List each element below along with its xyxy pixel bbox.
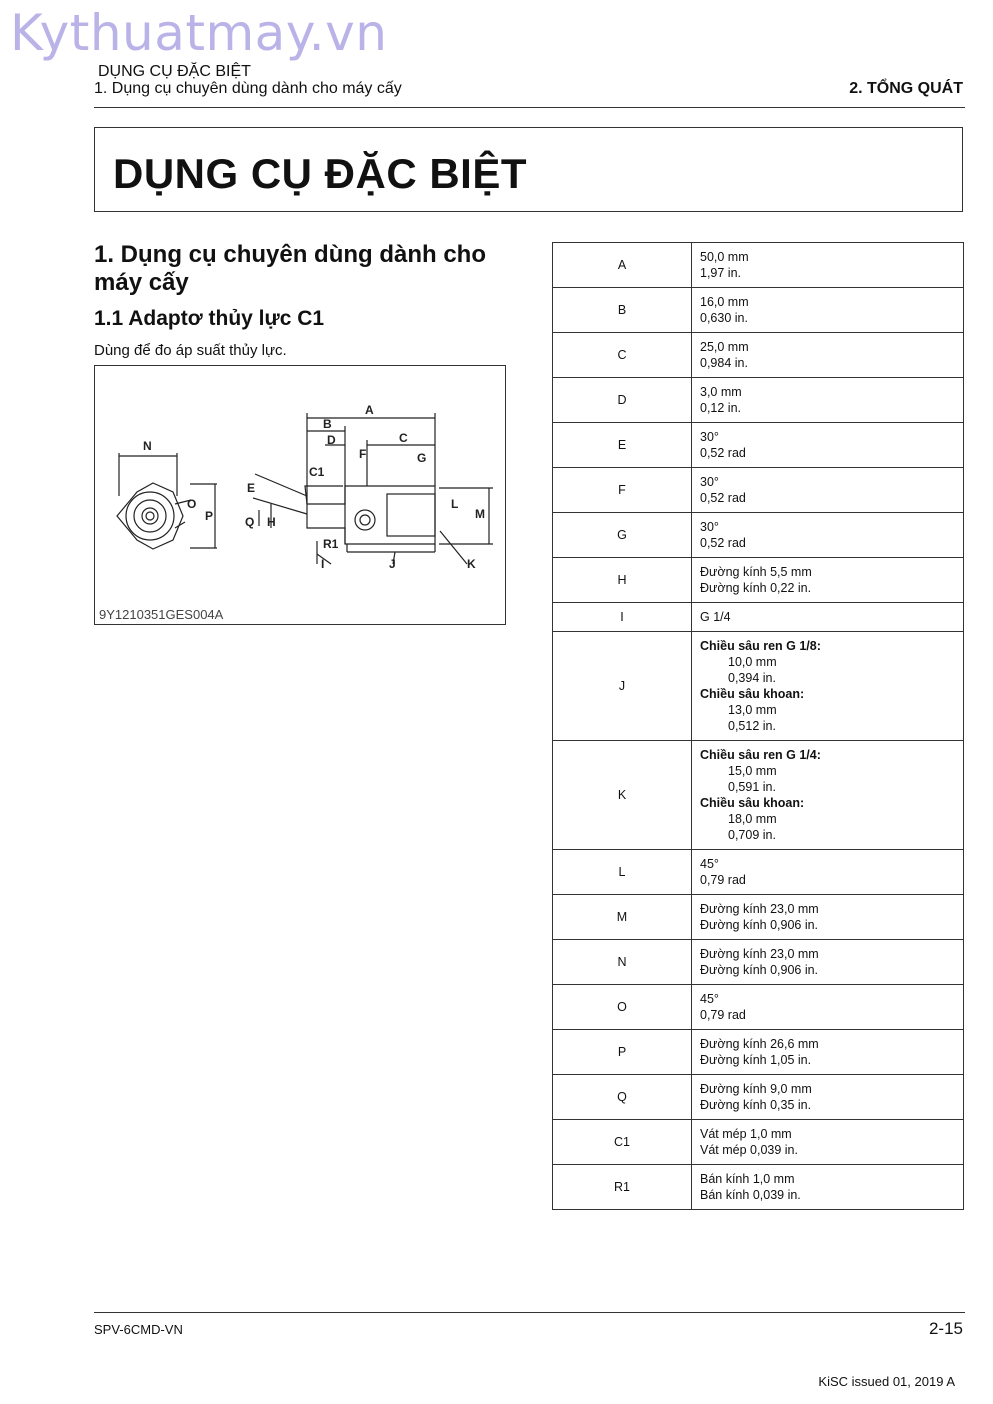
spec-value bbox=[692, 423, 964, 468]
spec-line: Đường kính 23,0 mm bbox=[700, 947, 819, 961]
label-i: I bbox=[321, 557, 325, 571]
spec-line: Đường kính 0,906 in. bbox=[700, 918, 819, 932]
footer-divider bbox=[94, 1312, 965, 1313]
label-o: O bbox=[187, 497, 197, 511]
spec-value bbox=[692, 333, 964, 378]
spec-line: 0,394 in. bbox=[728, 671, 776, 685]
spec-line: 25,0 mm bbox=[700, 340, 749, 354]
spec-key: K bbox=[553, 741, 692, 850]
spec-line: Chiều sâu ren G 1/4: bbox=[700, 748, 821, 762]
table-row bbox=[553, 468, 964, 513]
table-row bbox=[553, 895, 964, 940]
spec-line: 0,591 in. bbox=[728, 780, 776, 794]
spec-key: I bbox=[553, 603, 692, 632]
spec-line: 0,79 rad bbox=[700, 1008, 746, 1022]
spec-value bbox=[692, 741, 964, 850]
spec-value bbox=[692, 895, 964, 940]
spec-value bbox=[692, 468, 964, 513]
table-row bbox=[553, 632, 964, 741]
label-h: H bbox=[267, 515, 276, 529]
label-p: P bbox=[205, 509, 214, 523]
spec-line: 0,709 in. bbox=[728, 828, 776, 842]
spec-line: 13,0 mm bbox=[728, 703, 777, 717]
spec-key: B bbox=[553, 288, 692, 333]
spec-value bbox=[692, 513, 964, 558]
table-row bbox=[553, 513, 964, 558]
label-l: L bbox=[451, 497, 459, 511]
spec-value bbox=[692, 1030, 964, 1075]
spec-line: 30° bbox=[700, 475, 719, 489]
spec-key: F bbox=[553, 468, 692, 513]
spec-line: 10,0 mm bbox=[728, 655, 777, 669]
spec-key: G bbox=[553, 513, 692, 558]
spec-key: P bbox=[553, 1030, 692, 1075]
spec-line: 16,0 mm bbox=[700, 295, 749, 309]
header-chapter: 2. TỔNG QUÁT bbox=[849, 80, 963, 97]
spec-line: Bán kính 0,039 in. bbox=[700, 1188, 801, 1202]
spec-line: Chiều sâu khoan: bbox=[700, 687, 805, 701]
table-row bbox=[553, 850, 964, 895]
spec-key: O bbox=[553, 985, 692, 1030]
spec-line: Đường kính 0,906 in. bbox=[700, 963, 819, 977]
spec-line: Đường kính 0,35 in. bbox=[700, 1098, 812, 1112]
spec-line: Chiều sâu ren G 1/8: bbox=[700, 639, 821, 653]
label-r1: R1 bbox=[323, 537, 339, 551]
header-subsection: 1. Dụng cụ chuyên dùng dành cho máy cấy bbox=[94, 80, 402, 97]
spec-key: E bbox=[553, 423, 692, 468]
watermark: Kythuatmay.vn bbox=[10, 4, 388, 62]
section-heading: 1. Dụng cụ chuyên dùng dành cho máy cấy bbox=[94, 241, 487, 296]
spec-line: 18,0 mm bbox=[728, 812, 777, 826]
label-g: G bbox=[417, 451, 427, 465]
label-c: C bbox=[399, 431, 408, 445]
doc-code: SPV-6CMD-VN bbox=[94, 1322, 183, 1337]
table-row bbox=[553, 288, 964, 333]
spec-key: C bbox=[553, 333, 692, 378]
label-j: J bbox=[389, 557, 396, 571]
spec-value bbox=[692, 985, 964, 1030]
label-k: K bbox=[467, 557, 476, 571]
label-e: E bbox=[247, 481, 256, 495]
spec-value bbox=[692, 1165, 964, 1210]
table-row bbox=[553, 423, 964, 468]
spec-line: Vát mép 0,039 in. bbox=[700, 1143, 798, 1157]
technical-drawing bbox=[95, 366, 505, 624]
table-row bbox=[553, 985, 964, 1030]
label-m: M bbox=[475, 507, 485, 521]
spec-value bbox=[692, 288, 964, 333]
spec-line: 0,52 rad bbox=[700, 491, 746, 505]
table-row bbox=[553, 1075, 964, 1120]
spec-value bbox=[692, 1075, 964, 1120]
spec-line: 0,512 in. bbox=[728, 719, 776, 733]
spec-line: Vát mép 1,0 mm bbox=[700, 1127, 792, 1141]
table-row bbox=[553, 1120, 964, 1165]
spec-key: N bbox=[553, 940, 692, 985]
spec-key: J bbox=[553, 632, 692, 741]
spec-value bbox=[692, 632, 964, 741]
spec-line: 15,0 mm bbox=[728, 764, 777, 778]
spec-line: 1,97 in. bbox=[700, 266, 742, 280]
spec-line: 0,630 in. bbox=[700, 311, 748, 325]
table-row bbox=[553, 1030, 964, 1075]
spec-value bbox=[692, 940, 964, 985]
spec-table bbox=[552, 242, 964, 1210]
spec-line: 50,0 mm bbox=[700, 250, 749, 264]
spec-key: R1 bbox=[553, 1165, 692, 1210]
spec-line: Bán kính 1,0 mm bbox=[700, 1172, 795, 1186]
table-row bbox=[553, 558, 964, 603]
spec-key: D bbox=[553, 378, 692, 423]
table-row bbox=[553, 333, 964, 378]
spec-line: Chiều sâu khoan: bbox=[700, 796, 805, 810]
spec-value bbox=[692, 378, 964, 423]
table-row bbox=[553, 243, 964, 288]
spec-key: H bbox=[553, 558, 692, 603]
spec-key: Q bbox=[553, 1075, 692, 1120]
tool-description: Dùng để đo áp suất thủy lực. bbox=[94, 342, 287, 359]
adapter-drawing bbox=[94, 365, 506, 625]
title-box bbox=[94, 127, 963, 212]
subsection-heading: 1.1 Adaptơ thủy lực C1 bbox=[94, 307, 325, 330]
table-row bbox=[553, 603, 964, 632]
spec-key: L bbox=[553, 850, 692, 895]
table-row bbox=[553, 378, 964, 423]
spec-line: 0,79 rad bbox=[700, 873, 746, 887]
label-q: Q bbox=[245, 515, 255, 529]
issued-note: KiSC issued 01, 2019 A bbox=[818, 1374, 955, 1389]
page-number: 2-15 bbox=[928, 1319, 963, 1338]
spec-line: 0,12 in. bbox=[700, 401, 742, 415]
spec-line: Đường kính 26,6 mm bbox=[700, 1037, 819, 1051]
table-row bbox=[553, 940, 964, 985]
spec-line: Đường kính 5,5 mm bbox=[700, 565, 812, 579]
spec-key: A bbox=[553, 243, 692, 288]
spec-line: 0,52 rad bbox=[700, 446, 746, 460]
spec-value bbox=[692, 603, 964, 632]
spec-line: Đường kính 1,05 in. bbox=[700, 1053, 812, 1067]
page-title: DỤNG CỤ ĐẶC BIỆT bbox=[113, 150, 527, 197]
table-row bbox=[553, 1165, 964, 1210]
spec-value bbox=[692, 558, 964, 603]
spec-line: 30° bbox=[700, 520, 719, 534]
table-row bbox=[553, 741, 964, 850]
spec-key: C1 bbox=[553, 1120, 692, 1165]
label-d: D bbox=[327, 433, 336, 447]
spec-key: M bbox=[553, 895, 692, 940]
spec-line: 45° bbox=[700, 992, 719, 1006]
label-a: A bbox=[365, 403, 374, 417]
label-f: F bbox=[359, 447, 367, 461]
spec-value bbox=[692, 243, 964, 288]
spec-line: 30° bbox=[700, 430, 719, 444]
spec-line: Đường kính 23,0 mm bbox=[700, 902, 819, 916]
spec-line: 3,0 mm bbox=[700, 385, 742, 399]
header-section: DỤNG CỤ ĐẶC BIỆT bbox=[98, 63, 251, 80]
spec-line: G 1/4 bbox=[700, 610, 731, 624]
spec-line: 0,984 in. bbox=[700, 356, 748, 370]
spec-line: 0,52 rad bbox=[700, 536, 746, 550]
figure-code: 9Y1210351GES004A bbox=[99, 607, 224, 622]
label-b: B bbox=[323, 417, 332, 431]
label-n: N bbox=[143, 439, 152, 453]
spec-line: Đường kính 0,22 in. bbox=[700, 581, 812, 595]
spec-value bbox=[692, 1120, 964, 1165]
spec-value bbox=[692, 850, 964, 895]
label-c1: C1 bbox=[309, 465, 325, 479]
header-divider bbox=[94, 107, 965, 108]
spec-line: 45° bbox=[700, 857, 719, 871]
spec-line: Đường kính 9,0 mm bbox=[700, 1082, 812, 1096]
